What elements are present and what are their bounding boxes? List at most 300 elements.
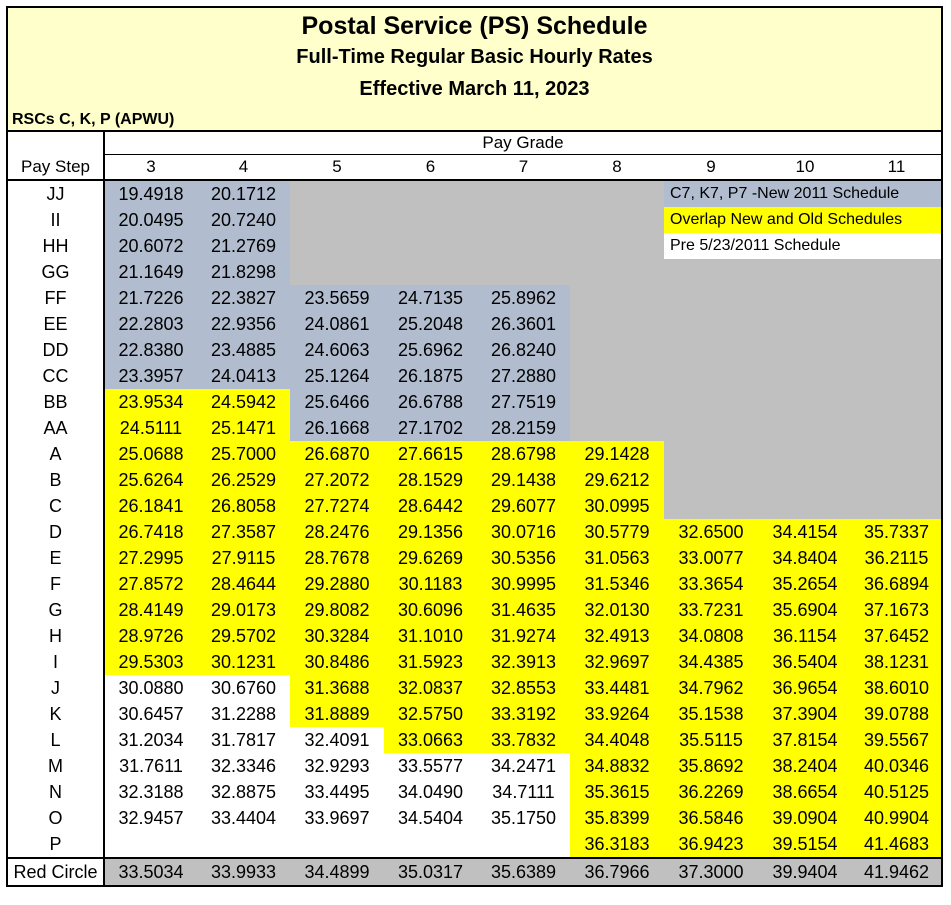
grade-columns-header-row xyxy=(8,155,941,181)
rate-cell xyxy=(758,467,852,493)
red-circle-rate-cell: 36.7966 xyxy=(570,858,664,885)
rate-cell xyxy=(477,831,570,858)
rate-cell: 24.0861 xyxy=(290,311,384,337)
rate-cell: 33.5577 xyxy=(384,753,477,779)
rate-cell: 29.6212 xyxy=(570,467,664,493)
rate-cell: 33.4404 xyxy=(197,805,290,831)
table-row xyxy=(8,467,941,493)
rate-cell xyxy=(852,285,941,311)
rate-cell: 30.6457 xyxy=(104,701,197,727)
rate-cell: 39.0788 xyxy=(852,701,941,727)
rate-cell xyxy=(477,207,570,233)
rate-cell: 32.9457 xyxy=(104,805,197,831)
rate-cell xyxy=(758,285,852,311)
legend-white: Pre 5/23/2011 Schedule xyxy=(664,233,941,259)
rate-cell: 26.8240 xyxy=(477,337,570,363)
rate-cell: 35.1538 xyxy=(664,701,758,727)
rate-cell: 33.9697 xyxy=(290,805,384,831)
rate-cell: 24.5942 xyxy=(197,389,290,415)
rate-cell: 30.0880 xyxy=(104,675,197,701)
rate-cell xyxy=(852,493,941,519)
schedule-header xyxy=(8,8,941,132)
rate-cell: 36.1154 xyxy=(758,623,852,649)
rate-cell: 28.9726 xyxy=(104,623,197,649)
rate-cell: 35.6904 xyxy=(758,597,852,623)
rate-cell xyxy=(758,493,852,519)
rate-cell: 25.8962 xyxy=(477,285,570,311)
pay-grade-header-row xyxy=(8,132,941,155)
pay-step-cell: E xyxy=(8,545,104,571)
rate-cell: 30.9995 xyxy=(477,571,570,597)
rate-cell xyxy=(852,415,941,441)
rate-cell: 34.0808 xyxy=(664,623,758,649)
red-circle-rate-cell: 35.0317 xyxy=(384,858,477,885)
rate-cell: 32.9293 xyxy=(290,753,384,779)
rate-cell xyxy=(384,207,477,233)
rate-cell: 29.6077 xyxy=(477,493,570,519)
rate-cell: 40.5125 xyxy=(852,779,941,805)
pay-grade-label: Pay Grade xyxy=(104,132,941,155)
table-row xyxy=(8,831,941,858)
rate-cell: 40.9904 xyxy=(852,805,941,831)
rate-cell: 33.7231 xyxy=(664,597,758,623)
grade-header-9: 9 xyxy=(664,155,758,181)
grade-header-5: 5 xyxy=(290,155,384,181)
pay-step-cell: II xyxy=(8,207,104,233)
rate-cell: 30.1231 xyxy=(197,649,290,675)
table-row xyxy=(8,675,941,701)
pay-step-cell: DD xyxy=(8,337,104,363)
rate-cell: 33.0077 xyxy=(664,545,758,571)
page-title: Postal Service (PS) Schedule xyxy=(301,12,648,40)
rate-cell: 36.2115 xyxy=(852,545,941,571)
table-row xyxy=(8,623,941,649)
rate-cell: 24.5111 xyxy=(104,415,197,441)
red-circle-row xyxy=(8,858,941,885)
pay-step-cell: G xyxy=(8,597,104,623)
rate-cell: 37.1673 xyxy=(852,597,941,623)
rate-cell: 25.0688 xyxy=(104,441,197,467)
rate-cell: 35.3615 xyxy=(570,779,664,805)
rate-cell: 27.8572 xyxy=(104,571,197,597)
pay-step-cell: P xyxy=(8,831,104,858)
rate-cell: 22.9356 xyxy=(197,311,290,337)
rate-cell: 24.6063 xyxy=(290,337,384,363)
rate-cell: 34.8832 xyxy=(570,753,664,779)
table-row xyxy=(8,753,941,779)
rate-cell xyxy=(570,311,664,337)
table-row xyxy=(8,727,941,753)
rate-cell: 30.5356 xyxy=(477,545,570,571)
rate-cell: 31.8889 xyxy=(290,701,384,727)
rate-cell: 32.3913 xyxy=(477,649,570,675)
grade-header-8: 8 xyxy=(570,155,664,181)
rate-cell: 27.1702 xyxy=(384,415,477,441)
legend-yellow: Overlap New and Old Schedules xyxy=(664,207,941,233)
rate-cell xyxy=(104,831,197,858)
rate-cell xyxy=(290,831,384,858)
rate-cell: 36.2269 xyxy=(664,779,758,805)
table-row xyxy=(8,545,941,571)
rate-cell: 27.6615 xyxy=(384,441,477,467)
rate-cell xyxy=(384,180,477,207)
rate-cell: 26.6870 xyxy=(290,441,384,467)
rate-cell: 26.3601 xyxy=(477,311,570,337)
rate-cell: 20.6072 xyxy=(104,233,197,259)
rate-cell: 36.6894 xyxy=(852,571,941,597)
rate-cell: 35.8399 xyxy=(570,805,664,831)
table-row xyxy=(8,597,941,623)
rate-cell: 26.1668 xyxy=(290,415,384,441)
rate-cell: 29.6269 xyxy=(384,545,477,571)
rate-cell: 37.3904 xyxy=(758,701,852,727)
rate-cell: 28.6442 xyxy=(384,493,477,519)
rate-cell xyxy=(570,180,664,207)
rate-cell: 32.8875 xyxy=(197,779,290,805)
rate-cell: 36.5404 xyxy=(758,649,852,675)
pay-step-cell: D xyxy=(8,519,104,545)
rate-cell: 32.8553 xyxy=(477,675,570,701)
rate-cell: 30.5779 xyxy=(570,519,664,545)
rate-cell: 29.8082 xyxy=(290,597,384,623)
pay-step-cell: GG xyxy=(8,259,104,285)
rate-cell: 24.7135 xyxy=(384,285,477,311)
rate-cell xyxy=(664,285,758,311)
rate-cell: 32.5750 xyxy=(384,701,477,727)
rate-cell xyxy=(664,259,758,285)
rate-cell: 33.4495 xyxy=(290,779,384,805)
rate-cell: 27.7519 xyxy=(477,389,570,415)
rscs-label: RSCs C, K, P (APWU) xyxy=(12,111,175,128)
rate-cell xyxy=(477,233,570,259)
pay-step-cell: EE xyxy=(8,311,104,337)
rate-cell xyxy=(852,337,941,363)
rate-cell: 29.1428 xyxy=(570,441,664,467)
pay-step-cell: F xyxy=(8,571,104,597)
rate-cell: 21.8298 xyxy=(197,259,290,285)
table-row xyxy=(8,805,941,831)
rate-cell xyxy=(758,259,852,285)
grade-header-4: 4 xyxy=(197,155,290,181)
rate-cell: 23.3957 xyxy=(104,363,197,389)
legend-blue: C7, K7, P7 -New 2011 Schedule xyxy=(664,180,941,207)
rate-cell: 36.9654 xyxy=(758,675,852,701)
rate-cell: 34.4048 xyxy=(570,727,664,753)
red-circle-rate-cell: 34.4899 xyxy=(290,858,384,885)
rate-cell: 41.4683 xyxy=(852,831,941,858)
rate-cell xyxy=(664,493,758,519)
rate-cell: 31.1010 xyxy=(384,623,477,649)
rate-cell: 35.7337 xyxy=(852,519,941,545)
rate-cell: 23.9534 xyxy=(104,389,197,415)
pay-step-cell: C xyxy=(8,493,104,519)
rate-cell: 29.5303 xyxy=(104,649,197,675)
rate-cell: 22.3827 xyxy=(197,285,290,311)
rate-cell: 32.4091 xyxy=(290,727,384,753)
rate-cell: 30.6096 xyxy=(384,597,477,623)
table-row xyxy=(8,415,941,441)
rate-cell: 25.7000 xyxy=(197,441,290,467)
rate-cell: 25.1264 xyxy=(290,363,384,389)
rate-cell: 33.0663 xyxy=(384,727,477,753)
rate-cell: 33.4481 xyxy=(570,675,664,701)
rate-cell xyxy=(570,415,664,441)
rate-cell: 34.0490 xyxy=(384,779,477,805)
rate-cell: 31.5346 xyxy=(570,571,664,597)
grade-header-7: 7 xyxy=(477,155,570,181)
rate-cell xyxy=(664,389,758,415)
effective-date: Effective March 11, 2023 xyxy=(359,78,590,100)
rate-cell: 30.3284 xyxy=(290,623,384,649)
rate-cell: 28.6798 xyxy=(477,441,570,467)
rate-cell: 31.2034 xyxy=(104,727,197,753)
rate-cell: 39.5567 xyxy=(852,727,941,753)
rate-cell xyxy=(570,207,664,233)
rate-cell xyxy=(852,389,941,415)
table-row xyxy=(8,363,941,389)
rate-cell: 39.0904 xyxy=(758,805,852,831)
table-row xyxy=(8,311,941,337)
rate-cell: 29.2880 xyxy=(290,571,384,597)
table-row xyxy=(8,779,941,805)
rate-cell: 26.1875 xyxy=(384,363,477,389)
rate-cell: 32.6500 xyxy=(664,519,758,545)
rate-cell: 28.4644 xyxy=(197,571,290,597)
rate-cell: 34.5404 xyxy=(384,805,477,831)
rate-cell: 31.7817 xyxy=(197,727,290,753)
rate-cell xyxy=(664,311,758,337)
rate-cell: 29.1356 xyxy=(384,519,477,545)
red-circle-rate-cell: 35.6389 xyxy=(477,858,570,885)
rate-cell: 30.1183 xyxy=(384,571,477,597)
red-circle-rate-cell: 33.9933 xyxy=(197,858,290,885)
rate-cell xyxy=(758,311,852,337)
rate-cell xyxy=(477,259,570,285)
pay-step-cell: CC xyxy=(8,363,104,389)
rate-cell xyxy=(758,389,852,415)
rate-cell xyxy=(290,259,384,285)
pay-step-cell: J xyxy=(8,675,104,701)
rate-cell: 34.7111 xyxy=(477,779,570,805)
rate-cell: 27.9115 xyxy=(197,545,290,571)
rate-cell: 33.7832 xyxy=(477,727,570,753)
rate-cell: 31.9274 xyxy=(477,623,570,649)
pay-step-cell: M xyxy=(8,753,104,779)
grade-header-11: 11 xyxy=(852,155,941,181)
rate-cell: 32.0837 xyxy=(384,675,477,701)
rate-cell: 34.2471 xyxy=(477,753,570,779)
rate-cell xyxy=(477,180,570,207)
rate-cell: 25.6466 xyxy=(290,389,384,415)
rate-cell: 33.3654 xyxy=(664,571,758,597)
rate-cell: 26.1841 xyxy=(104,493,197,519)
rate-cell: 26.7418 xyxy=(104,519,197,545)
rate-cell: 27.2072 xyxy=(290,467,384,493)
table-row xyxy=(8,519,941,545)
red-circle-rate-cell: 33.5034 xyxy=(104,858,197,885)
rate-cell: 29.5702 xyxy=(197,623,290,649)
rate-cell: 33.9264 xyxy=(570,701,664,727)
table-row xyxy=(8,493,941,519)
table-row xyxy=(8,259,941,285)
rate-cell xyxy=(290,233,384,259)
rate-cell: 20.0495 xyxy=(104,207,197,233)
red-circle-label: Red Circle xyxy=(8,858,104,885)
rate-cell xyxy=(290,207,384,233)
rate-cell: 32.3346 xyxy=(197,753,290,779)
rate-cell xyxy=(758,337,852,363)
rate-cell: 32.3188 xyxy=(104,779,197,805)
rate-cell: 28.4149 xyxy=(104,597,197,623)
rate-cell xyxy=(852,363,941,389)
page-subtitle: Full-Time Regular Basic Hourly Rates xyxy=(296,46,653,68)
rate-cell xyxy=(852,467,941,493)
rate-cell: 38.6010 xyxy=(852,675,941,701)
rate-cell: 28.2476 xyxy=(290,519,384,545)
rate-cell: 32.4913 xyxy=(570,623,664,649)
pay-step-cell: L xyxy=(8,727,104,753)
pay-step-cell: K xyxy=(8,701,104,727)
rate-cell: 37.6452 xyxy=(852,623,941,649)
rate-cell: 29.0173 xyxy=(197,597,290,623)
table-row xyxy=(8,649,941,675)
table-row xyxy=(8,180,941,207)
table-row xyxy=(8,285,941,311)
rate-cell: 32.0130 xyxy=(570,597,664,623)
rate-cell: 34.4154 xyxy=(758,519,852,545)
rate-cell: 33.3192 xyxy=(477,701,570,727)
rate-cell xyxy=(570,259,664,285)
rate-cell: 39.5154 xyxy=(758,831,852,858)
rate-cell xyxy=(852,311,941,337)
rate-cell: 37.8154 xyxy=(758,727,852,753)
rate-cell: 34.4385 xyxy=(664,649,758,675)
rate-cell: 20.7240 xyxy=(197,207,290,233)
rate-cell: 35.8692 xyxy=(664,753,758,779)
rate-cell xyxy=(852,259,941,285)
rate-cell: 27.2995 xyxy=(104,545,197,571)
rate-cell: 27.2880 xyxy=(477,363,570,389)
rate-cell xyxy=(758,415,852,441)
rate-cell: 30.0995 xyxy=(570,493,664,519)
rate-cell xyxy=(852,441,941,467)
red-circle-rate-cell: 39.9404 xyxy=(758,858,852,885)
rate-cell: 36.5846 xyxy=(664,805,758,831)
rate-cell: 28.2159 xyxy=(477,415,570,441)
rate-cell: 38.2404 xyxy=(758,753,852,779)
rate-cell: 22.2803 xyxy=(104,311,197,337)
red-circle-rate-cell: 37.3000 xyxy=(664,858,758,885)
table-row xyxy=(8,571,941,597)
rate-cell: 28.1529 xyxy=(384,467,477,493)
red-circle-rate-cell: 41.9462 xyxy=(852,858,941,885)
rate-cell: 26.2529 xyxy=(197,467,290,493)
rate-cell: 21.1649 xyxy=(104,259,197,285)
grade-header-6: 6 xyxy=(384,155,477,181)
table-row xyxy=(8,441,941,467)
rate-cell: 21.2769 xyxy=(197,233,290,259)
rate-cell xyxy=(664,467,758,493)
empty-corner-cell xyxy=(8,132,104,155)
pay-step-cell: H xyxy=(8,623,104,649)
rate-cell: 31.3688 xyxy=(290,675,384,701)
rate-cell xyxy=(664,415,758,441)
rate-cell: 23.5659 xyxy=(290,285,384,311)
rate-cell xyxy=(664,441,758,467)
rate-cell: 35.5115 xyxy=(664,727,758,753)
rate-cell: 31.0563 xyxy=(570,545,664,571)
rate-cell: 25.1471 xyxy=(197,415,290,441)
rate-cell: 31.2288 xyxy=(197,701,290,727)
table-row xyxy=(8,207,941,233)
rate-cell: 34.8404 xyxy=(758,545,852,571)
rate-cell: 25.6962 xyxy=(384,337,477,363)
rate-cell: 24.0413 xyxy=(197,363,290,389)
rate-cell: 31.4635 xyxy=(477,597,570,623)
grade-header-3: 3 xyxy=(104,155,197,181)
rate-cell: 36.3183 xyxy=(570,831,664,858)
rate-cell: 26.8058 xyxy=(197,493,290,519)
pay-step-cell: JJ xyxy=(8,180,104,207)
table-row xyxy=(8,233,941,259)
rate-cell: 30.6760 xyxy=(197,675,290,701)
pay-step-cell: FF xyxy=(8,285,104,311)
rate-cell: 19.4918 xyxy=(104,180,197,207)
pay-step-cell: BB xyxy=(8,389,104,415)
rate-cell: 21.7226 xyxy=(104,285,197,311)
rate-cell xyxy=(570,337,664,363)
rate-cell: 26.6788 xyxy=(384,389,477,415)
rate-cell: 23.4885 xyxy=(197,337,290,363)
rate-cell: 34.7962 xyxy=(664,675,758,701)
pay-step-cell: AA xyxy=(8,415,104,441)
rates-table-body xyxy=(8,132,941,885)
rate-cell: 25.2048 xyxy=(384,311,477,337)
rate-cell xyxy=(384,259,477,285)
rate-cell xyxy=(290,180,384,207)
hourly-rates-table xyxy=(8,132,941,885)
rate-cell: 35.2654 xyxy=(758,571,852,597)
rate-cell: 29.1438 xyxy=(477,467,570,493)
rate-cell: 36.9423 xyxy=(664,831,758,858)
grade-header-10: 10 xyxy=(758,155,852,181)
pay-step-cell: B xyxy=(8,467,104,493)
table-row xyxy=(8,701,941,727)
rate-cell: 30.0716 xyxy=(477,519,570,545)
rate-cell xyxy=(384,233,477,259)
rate-cell: 20.1712 xyxy=(197,180,290,207)
rate-cell: 30.8486 xyxy=(290,649,384,675)
rate-cell: 27.7274 xyxy=(290,493,384,519)
pay-schedule-sheet xyxy=(6,6,943,887)
rate-cell xyxy=(758,441,852,467)
rate-cell: 35.1750 xyxy=(477,805,570,831)
rate-cell xyxy=(197,831,290,858)
rate-cell xyxy=(664,363,758,389)
rate-cell xyxy=(570,389,664,415)
rate-cell: 22.8380 xyxy=(104,337,197,363)
rate-cell: 38.6654 xyxy=(758,779,852,805)
rate-cell xyxy=(570,233,664,259)
pay-step-cell: O xyxy=(8,805,104,831)
rate-cell: 40.0346 xyxy=(852,753,941,779)
pay-step-cell: A xyxy=(8,441,104,467)
rate-cell xyxy=(758,363,852,389)
pay-step-cell: N xyxy=(8,779,104,805)
rate-cell: 31.5923 xyxy=(384,649,477,675)
rate-cell: 31.7611 xyxy=(104,753,197,779)
rate-cell xyxy=(664,337,758,363)
